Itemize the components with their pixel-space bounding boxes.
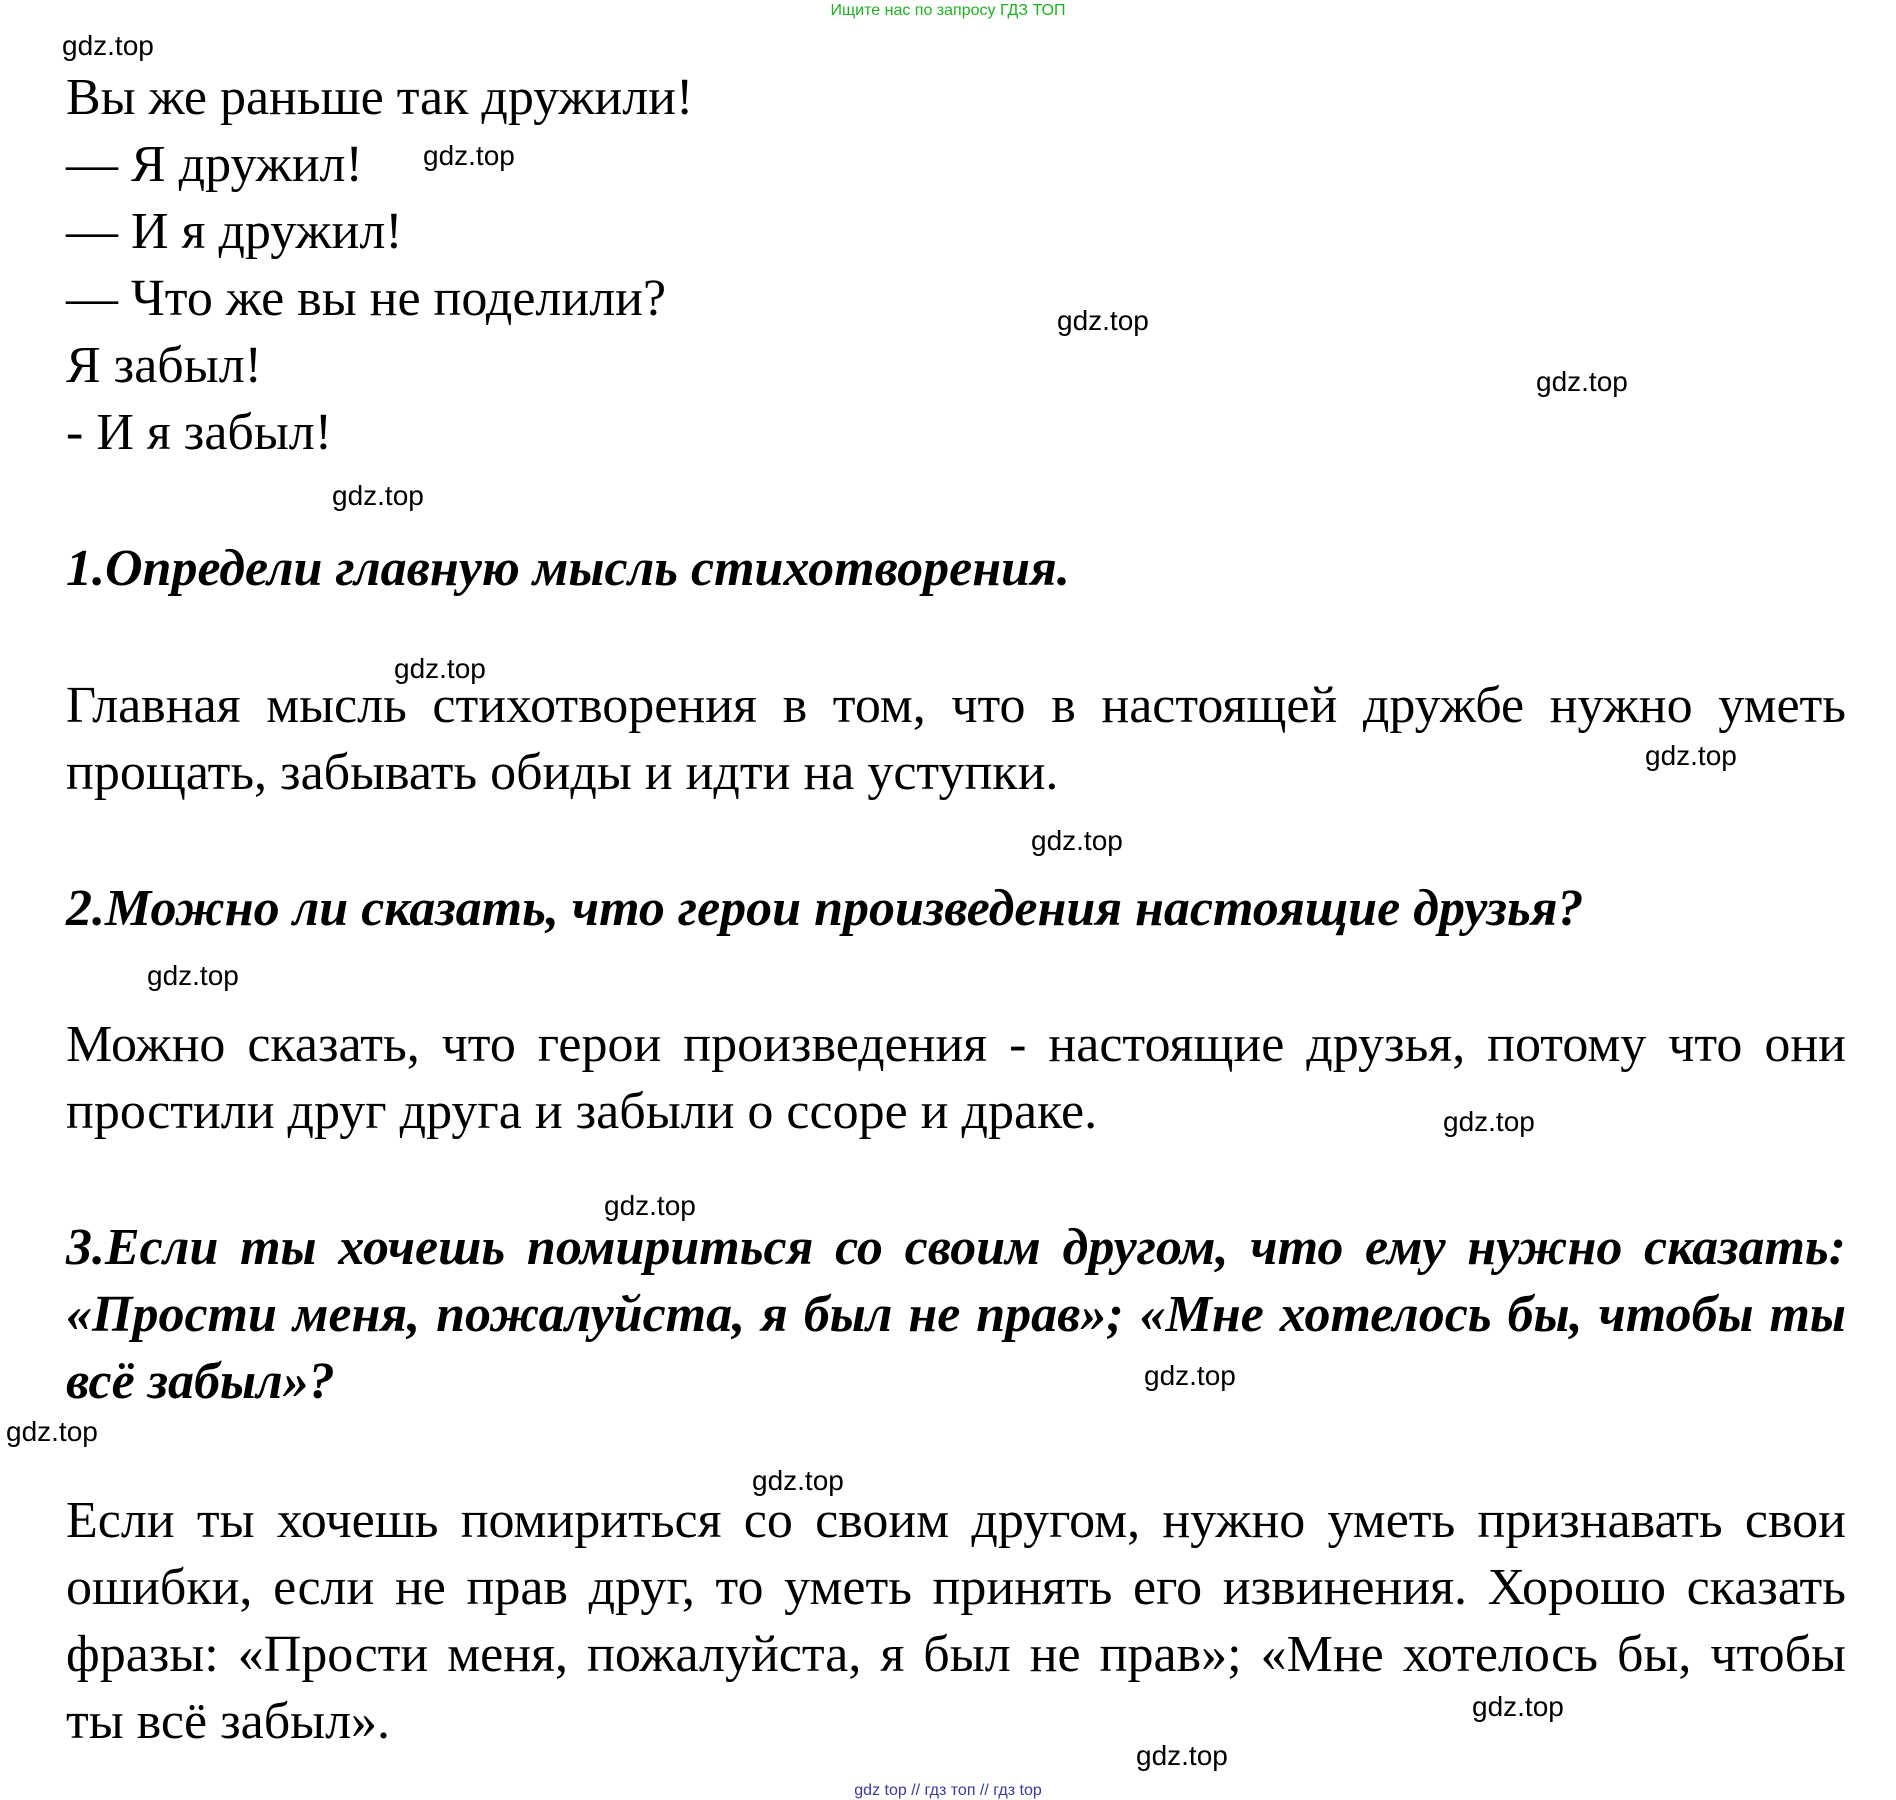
question-1: 1.Определи главную мысль стихотворения. [66, 540, 1070, 597]
watermark: gdz.top [1536, 366, 1628, 397]
watermark: gdz.top [1031, 825, 1123, 856]
watermark: gdz.top [1443, 1106, 1535, 1137]
poem-line: — Что же вы не поделили? [66, 270, 667, 327]
watermark: gdz.top [752, 1465, 844, 1496]
question-3: 3.Если ты хочешь помириться со своим другом, что ему нужно сказать: «Прости меня, пожалуйста, я был не прав»; «Мне хотелось бы, чтобы ты всё забыл»? [66, 1219, 1846, 1410]
watermark: gdz.top [423, 140, 515, 171]
watermark: gdz.top [1057, 305, 1149, 336]
watermark: gdz.top [1144, 1360, 1236, 1391]
question-2: 2.Можно ли сказать, что герои произведения настоящие друзья? [66, 880, 1584, 937]
poem-line: — И я дружил! [66, 203, 403, 260]
poem-line: - И я забыл! [66, 404, 333, 461]
answer-1: Главная мысль стихотворения в том, что в настоящей дружбе нужно уметь прощать, забывать обиды и идти на уступки. [66, 677, 1846, 801]
footer: gdz top // гдз топ // гдз top [854, 1782, 1042, 1799]
watermark: gdz.top [62, 30, 154, 61]
poem-line: Вы же раньше так дружили! [66, 69, 694, 126]
poem-line: — Я дружил! [66, 136, 363, 193]
watermark: gdz.top [332, 480, 424, 511]
watermark: gdz.top [147, 960, 239, 991]
watermark: gdz.top [1472, 1691, 1564, 1722]
poem-line: Я забыл! [66, 337, 262, 394]
watermark: gdz.top [6, 1416, 98, 1447]
watermark: gdz.top [604, 1190, 696, 1221]
watermark: gdz.top [394, 653, 486, 684]
answer-2: Можно сказать, что герои произведения - настоящие друзья, потому что они простили друг друга и забыли о ссоре и драке. [66, 1016, 1846, 1140]
watermark: gdz.top [1645, 740, 1737, 771]
watermark: gdz.top [1136, 1740, 1228, 1771]
top-banner: Ищите нас по запросу ГДЗ ТОП [830, 2, 1066, 19]
answer-3: Если ты хочешь помириться со своим другом, нужно уметь признавать свои ошибки, если не прав друг, то уметь принять его извинения. Хорошо сказать фразы: «Прости меня, пожалуйста, я был не прав»; «Мне хотелось бы, чтобы ты всё забыл». [66, 1492, 1846, 1750]
